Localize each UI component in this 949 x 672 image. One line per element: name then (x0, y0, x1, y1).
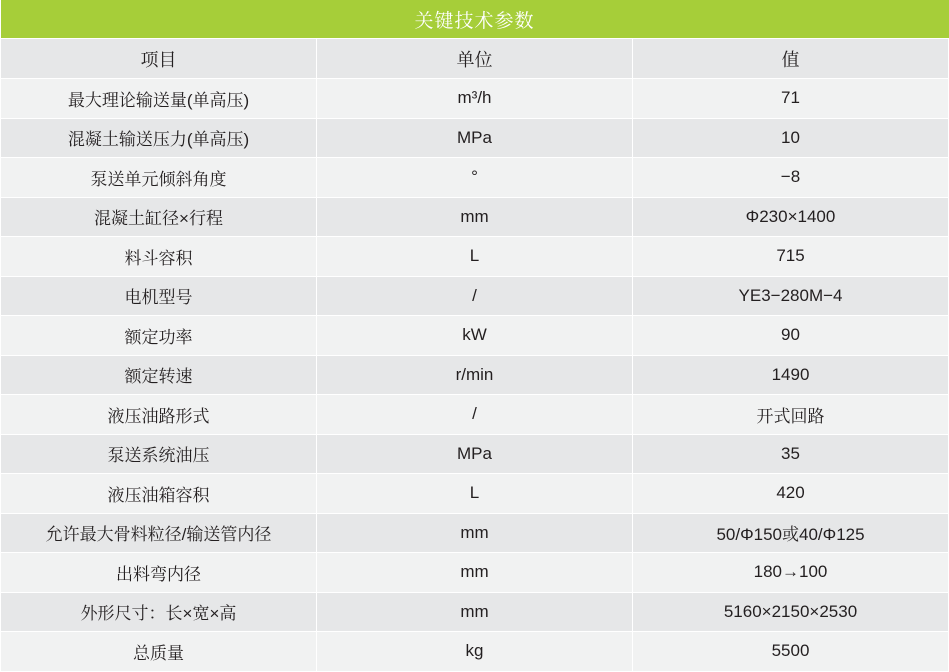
row-item: 外形尺寸：长×宽×高 (1, 592, 317, 632)
row-unit: / (317, 395, 633, 435)
row-unit: kW (317, 316, 633, 356)
row-value: −8 (633, 158, 949, 198)
table-header-row (1, 39, 949, 79)
table-row (1, 158, 949, 198)
row-item: 额定功率 (1, 316, 317, 356)
row-unit: m³/h (317, 79, 633, 119)
row-item: 料斗容积 (1, 237, 317, 277)
row-unit: MPa (317, 118, 633, 158)
row-value: 5500 (633, 632, 949, 672)
row-item: 液压油箱容积 (1, 474, 317, 514)
row-value: 50/Φ150或40/Φ125 (633, 513, 949, 553)
row-value: Φ230×1400 (633, 197, 949, 237)
table-row (1, 434, 949, 474)
column-header-item: 项目 (1, 39, 317, 79)
row-unit: / (317, 276, 633, 316)
row-unit: r/min (317, 355, 633, 395)
table-row (1, 79, 949, 119)
table-row (1, 553, 949, 593)
row-unit: mm (317, 553, 633, 593)
row-unit: mm (317, 592, 633, 632)
row-value: 开式回路 (633, 395, 949, 435)
row-value: 715 (633, 237, 949, 277)
row-value: 180→100 (633, 553, 949, 593)
row-item: 允许最大骨料粒径/输送管内径 (1, 513, 317, 553)
table-row (1, 474, 949, 514)
row-item: 额定转速 (1, 355, 317, 395)
column-header-value: 值 (633, 39, 949, 79)
row-value: YE3−280M−4 (633, 276, 949, 316)
table-title: 关键技术参数 (1, 0, 949, 39)
row-item: 液压油路形式 (1, 395, 317, 435)
row-value: 10 (633, 118, 949, 158)
row-item: 最大理论输送量(单高压) (1, 79, 317, 119)
row-unit: mm (317, 513, 633, 553)
row-item: 混凝土缸径×行程 (1, 197, 317, 237)
table-row (1, 197, 949, 237)
row-value: 90 (633, 316, 949, 356)
table-row (1, 632, 949, 672)
table-row (1, 316, 949, 356)
table-row (1, 592, 949, 632)
table-row (1, 395, 949, 435)
table-row (1, 237, 949, 277)
table-row (1, 355, 949, 395)
row-unit: L (317, 237, 633, 277)
row-item: 总质量 (1, 632, 317, 672)
table-row (1, 118, 949, 158)
row-unit: mm (317, 197, 633, 237)
row-unit: ° (317, 158, 633, 198)
row-item: 电机型号 (1, 276, 317, 316)
row-value: 35 (633, 434, 949, 474)
row-item: 泵送单元倾斜角度 (1, 158, 317, 198)
row-value: 5160×2150×2530 (633, 592, 949, 632)
row-unit: L (317, 474, 633, 514)
row-value: 420 (633, 474, 949, 514)
row-unit: kg (317, 632, 633, 672)
table-title-row (1, 0, 949, 39)
table-row (1, 513, 949, 553)
row-item: 泵送系统油压 (1, 434, 317, 474)
table-row (1, 276, 949, 316)
row-item: 混凝土输送压力(单高压) (1, 118, 317, 158)
row-item: 出料弯内径 (1, 553, 317, 593)
row-value: 71 (633, 79, 949, 119)
column-header-unit: 单位 (317, 39, 633, 79)
row-unit: MPa (317, 434, 633, 474)
row-value: 1490 (633, 355, 949, 395)
